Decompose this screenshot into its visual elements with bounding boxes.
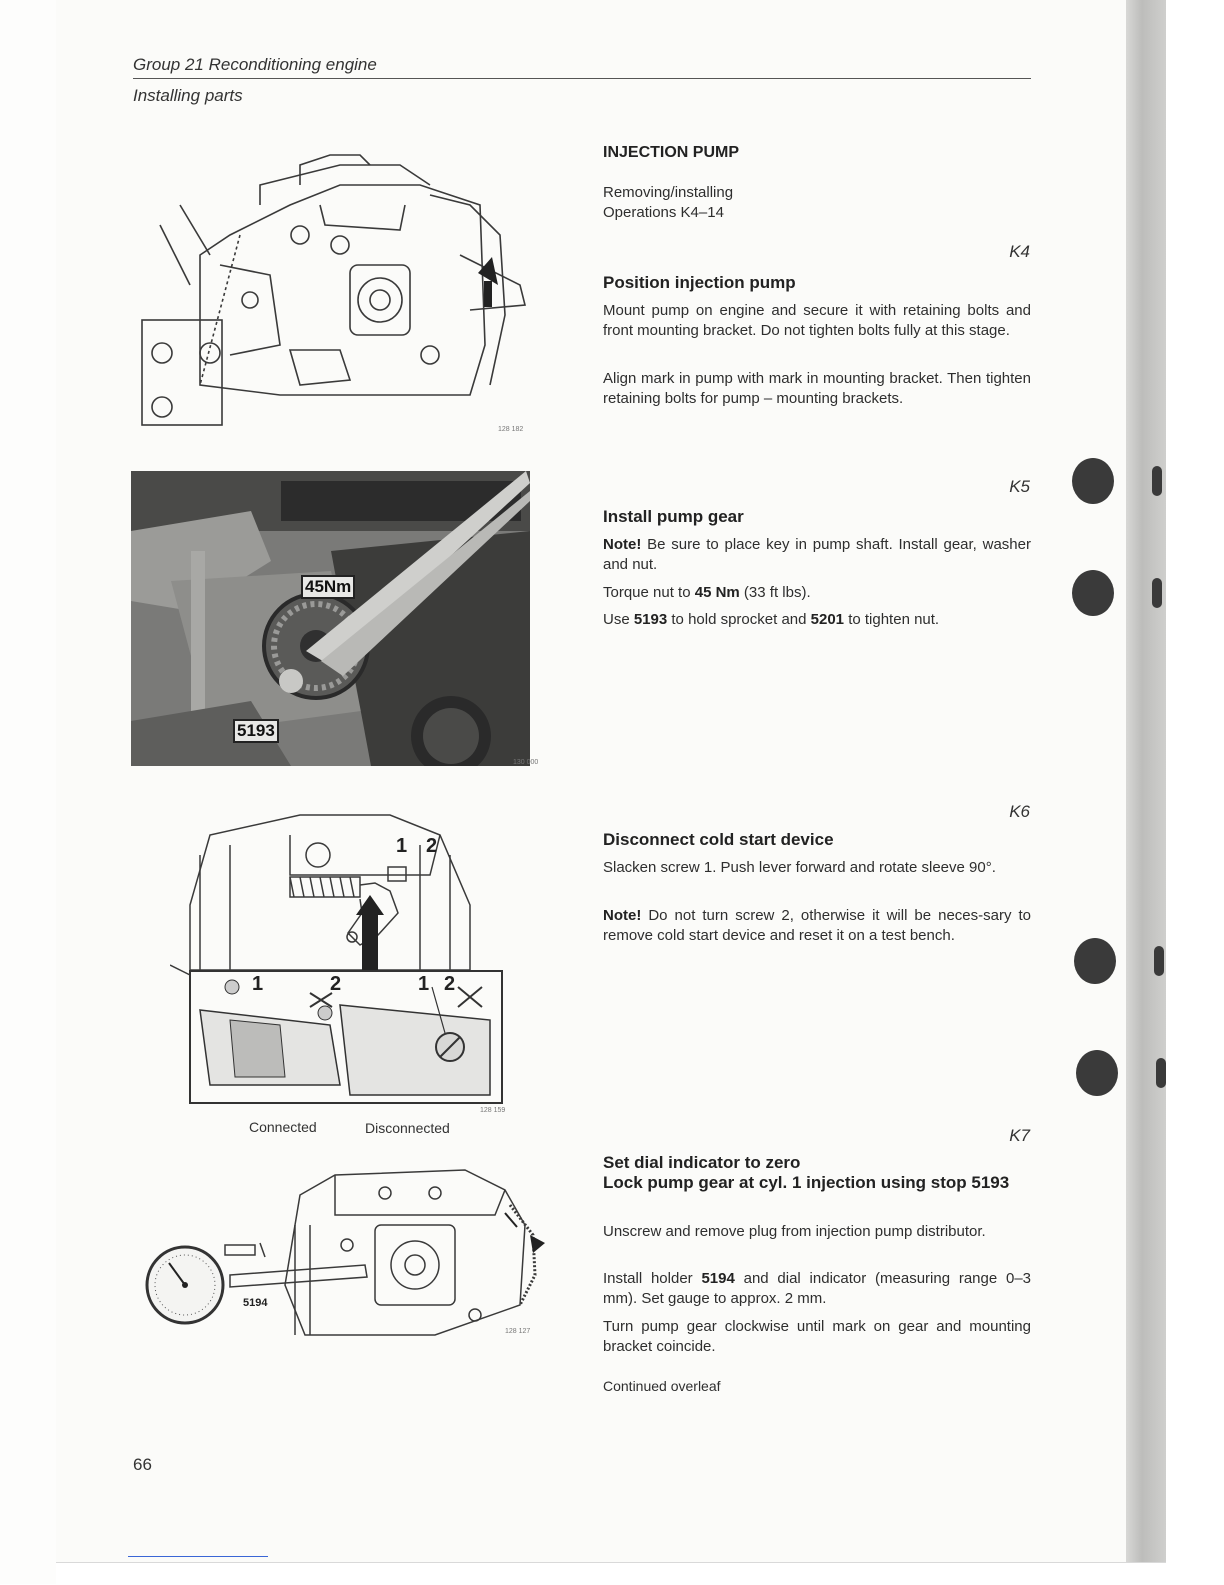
punch-hole-partial (1154, 946, 1164, 976)
step-heading-k6: Disconnect cold start device (603, 830, 834, 849)
continued-overleaf: Continued overleaf (603, 1378, 721, 1394)
text-fragment: Install holder (603, 1270, 702, 1287)
punch-hole (1072, 458, 1114, 504)
punch-hole-partial (1152, 466, 1162, 496)
step-k6-paragraph-2 (603, 906, 1031, 946)
step-k5-paragraph-1 (603, 535, 1031, 575)
figure-code: 128 159 (480, 1107, 506, 1114)
intro-line-2: Operations K4–14 (603, 204, 724, 221)
callout-1: 1 (396, 835, 408, 857)
link-underline (128, 1556, 268, 1557)
punch-hole (1076, 1050, 1118, 1096)
inset-callout-2: 2 (330, 973, 342, 995)
note-text: Do not turn screw 2, otherwise it will be neces-sary to remove cold start device and reset it on a test bench. (603, 907, 1031, 944)
step-code-k5: K5 (1009, 477, 1030, 496)
step-heading-k5: Install pump gear (603, 507, 744, 526)
text-fragment: Torque nut to (603, 584, 695, 601)
punch-hole (1072, 570, 1114, 616)
callout-2: 2 (426, 835, 438, 857)
punch-hole-partial (1156, 1058, 1166, 1088)
note-label: Note! (603, 536, 642, 553)
section-title: INJECTION PUMP (603, 144, 740, 161)
torque-label: 45Nm (301, 575, 355, 599)
binding-shadow (1126, 0, 1166, 1584)
inset-callout-1: 1 (252, 973, 264, 995)
figure-cold-start-device (170, 795, 510, 1115)
header-group-title: Group 21 Reconditioning engine (133, 55, 377, 74)
step-k7-paragraph-2 (603, 1269, 1031, 1309)
step-heading-k4: Position injection pump (603, 273, 796, 292)
step-k5-paragraph-2 (603, 583, 1031, 603)
step-code-k4: K4 (1009, 242, 1030, 261)
note-text: Be sure to place key in pump shaft. Install gear, washer and nut. (603, 536, 1031, 573)
figure-code: 128 182 (498, 426, 524, 433)
figure-code: 130 000 (513, 759, 539, 766)
tool-number: 5194 (701, 1270, 735, 1287)
text-fragment: to tighten nut. (844, 611, 940, 628)
figure-code: 128 127 (505, 1328, 531, 1335)
step-k7-paragraph-3: Turn pump gear clockwise until mark on gear and mounting bracket coincide. (603, 1318, 1031, 1355)
step-k5-paragraph-3 (603, 610, 1031, 630)
figure-dial-indicator (135, 1165, 550, 1350)
inset-callout-2: 2 (444, 973, 456, 995)
step-k6-paragraph-1: Slacken screw 1. Push lever forward and rotate sleeve 90°. (603, 859, 996, 876)
header-rule (133, 78, 1031, 79)
note-label: Note! (603, 907, 642, 924)
caption-connected: Connected (249, 1119, 317, 1135)
figure-pump-gear-photo (131, 471, 530, 766)
step-code-k7: K7 (1009, 1126, 1030, 1145)
step-k4-paragraph-1: Mount pump on engine and secure it with retaining bolts and front mounting bracket. Do not tighten bolts fully at this stage. (603, 302, 1031, 339)
page-margin-right (1166, 0, 1224, 1584)
step-k4-paragraph-2: Align mark in pump with mark in mounting bracket. Then tighten retaining bolts for pump – mounting brackets. (603, 370, 1031, 407)
header-section-title: Installing parts (133, 86, 243, 105)
punch-hole-partial (1152, 578, 1162, 608)
punch-hole (1074, 938, 1116, 984)
step-heading-k7-line-1: Set dial indicator to zero (603, 1153, 801, 1172)
text-fragment: Use (603, 611, 634, 628)
step-heading-k7-line-2: Lock pump gear at cyl. 1 injection using stop 5193 (603, 1173, 1010, 1192)
torque-value: 45 Nm (694, 584, 740, 601)
inset-callout-1: 1 (418, 973, 430, 995)
intro-line-1: Removing/installing (603, 184, 734, 201)
step-k7-paragraph-1: Unscrew and remove plug from injection pump distributor. (603, 1223, 986, 1240)
tool-label-5193: 5193 (233, 719, 279, 743)
tool-label-5194: 5194 (243, 1297, 268, 1309)
caption-disconnected: Disconnected (365, 1120, 450, 1136)
bottom-strip (56, 1562, 1166, 1585)
tool-number: 5201 (810, 611, 845, 628)
text-fragment: to hold sprocket and (667, 611, 811, 628)
page-number: 66 (133, 1455, 152, 1474)
step-code-k6: K6 (1009, 802, 1030, 821)
figure-injection-pump (140, 145, 540, 435)
tool-number: 5193 (633, 611, 668, 628)
text-fragment: (33 ft lbs). (739, 584, 811, 601)
text-fragment: and dial indicator (measuring range 0–3 mm). Set gauge to approx. 2 mm. (603, 1270, 1032, 1307)
